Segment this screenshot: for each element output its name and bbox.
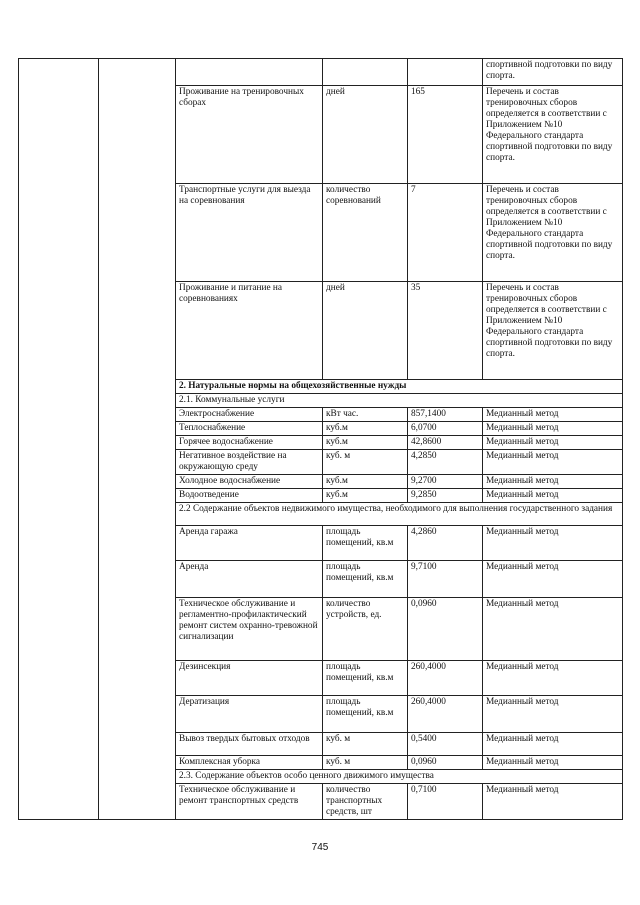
cell-value: 9,2850 [408, 489, 483, 503]
cell-method: Медианный метод [483, 526, 623, 561]
cell-name: Аренда [176, 561, 323, 598]
cell-name: Техническое обслуживание и регламентно-профилактический ремонт систем охранно-тревожной сигнализации [176, 598, 323, 661]
cell-value: 7 [408, 184, 483, 282]
subsection-title: 2.2 Содержание объектов недвижимого имущества, необходимого для выполнения государственного задания [176, 503, 623, 526]
cell-value: 0,7100 [408, 784, 483, 820]
cell-unit: дней [323, 282, 408, 380]
cell-name: Аренда гаража [176, 526, 323, 561]
cell-method: Медианный метод [483, 489, 623, 503]
cell-unit: количество транспортных средств, шт [323, 784, 408, 820]
cell-name: Негативное воздействие на окружающую среду [176, 450, 323, 475]
subsection-title: 2.3. Содержание объектов особо ценного движимого имущества [176, 770, 623, 784]
cell-method: Медианный метод [483, 408, 623, 422]
cell-method: Медианный метод [483, 561, 623, 598]
cell-unit: площадь помещений, кв.м [323, 526, 408, 561]
cell-unit: количество соревнований [323, 184, 408, 282]
cell-name: Транспортные услуги для выезда на соревнования [176, 184, 323, 282]
cell-name: Горячее водоснабжение [176, 436, 323, 450]
cell-unit: куб. м [323, 733, 408, 756]
cell-method: Медианный метод [483, 756, 623, 770]
cell-unit: куб. м [323, 450, 408, 475]
cell-method: Медианный метод [483, 436, 623, 450]
blank-column-1 [19, 59, 99, 820]
cell-unit: количество устройств, ед. [323, 598, 408, 661]
cell-method: Медианный метод [483, 661, 623, 696]
cell-unit [323, 59, 408, 86]
cell-unit: куб.м [323, 422, 408, 436]
cell-method: Медианный метод [483, 784, 623, 820]
table-row [19, 59, 623, 86]
cell-name: Водоотведение [176, 489, 323, 503]
cell-method: Медианный метод [483, 475, 623, 489]
cell-unit: куб.м [323, 436, 408, 450]
cell-name: Вывоз твердых бытовых отходов [176, 733, 323, 756]
cell-method: Перечень и состав тренировочных сборов определяется в соответствии с Приложением №10 Федерального стандарта спортивной подготовки по виду спорта. [483, 86, 623, 184]
cell-name: Техническое обслуживание и ремонт транспортных средств [176, 784, 323, 820]
cell-method: Медианный метод [483, 733, 623, 756]
cell-value: 0,0960 [408, 598, 483, 661]
cell-name: Дератизация [176, 696, 323, 733]
cell-name: Теплоснабжение [176, 422, 323, 436]
cell-name [176, 59, 323, 86]
cell-value: 260,4000 [408, 696, 483, 733]
cell-unit: куб. м [323, 756, 408, 770]
cell-name: Проживание и питание на соревнованиях [176, 282, 323, 380]
normatives-table [18, 58, 623, 820]
cell-unit: куб.м [323, 475, 408, 489]
cell-value: 0,5400 [408, 733, 483, 756]
cell-method: Перечень и состав тренировочных сборов определяется в соответствии с Приложением №10 Федерального стандарта спортивной подготовки по виду спорта. [483, 184, 623, 282]
cell-value: 165 [408, 86, 483, 184]
cell-name: Электроснабжение [176, 408, 323, 422]
table-body [19, 59, 623, 820]
cell-method: Медианный метод [483, 450, 623, 475]
cell-method: спортивной подготовки по виду спорта. [483, 59, 623, 86]
cell-unit: кВт час. [323, 408, 408, 422]
cell-value: 6,0700 [408, 422, 483, 436]
page-number: 745 [311, 842, 329, 853]
subsection-title: 2.1. Коммунальные услуги [176, 394, 623, 408]
cell-method: Медианный метод [483, 422, 623, 436]
cell-method: Медианный метод [483, 598, 623, 661]
cell-value: 260,4000 [408, 661, 483, 696]
cell-method: Медианный метод [483, 696, 623, 733]
cell-value: 35 [408, 282, 483, 380]
cell-unit: площадь помещений, кв.м [323, 561, 408, 598]
cell-name: Проживание на тренировочных сборах [176, 86, 323, 184]
cell-name: Комплексная уборка [176, 756, 323, 770]
cell-value: 9,2700 [408, 475, 483, 489]
blank-column-2 [99, 59, 176, 820]
cell-unit: площадь помещений, кв.м [323, 696, 408, 733]
cell-value: 42,8600 [408, 436, 483, 450]
cell-method: Перечень и состав тренировочных сборов определяется в соответствии с Приложением №10 Федерального стандарта спортивной подготовки по виду спорта. [483, 282, 623, 380]
cell-value: 0,0960 [408, 756, 483, 770]
cell-unit: площадь помещений, кв.м [323, 661, 408, 696]
cell-value: 9,7100 [408, 561, 483, 598]
cell-unit: куб.м [323, 489, 408, 503]
cell-unit: дней [323, 86, 408, 184]
cell-value: 4,2860 [408, 526, 483, 561]
cell-name: Дезинсекция [176, 661, 323, 696]
cell-name: Холодное водоснабжение [176, 475, 323, 489]
cell-value: 857,1400 [408, 408, 483, 422]
cell-value: 4,2850 [408, 450, 483, 475]
section-header: 2. Натуральные нормы на общехозяйственные нужды [176, 380, 623, 394]
cell-value [408, 59, 483, 86]
